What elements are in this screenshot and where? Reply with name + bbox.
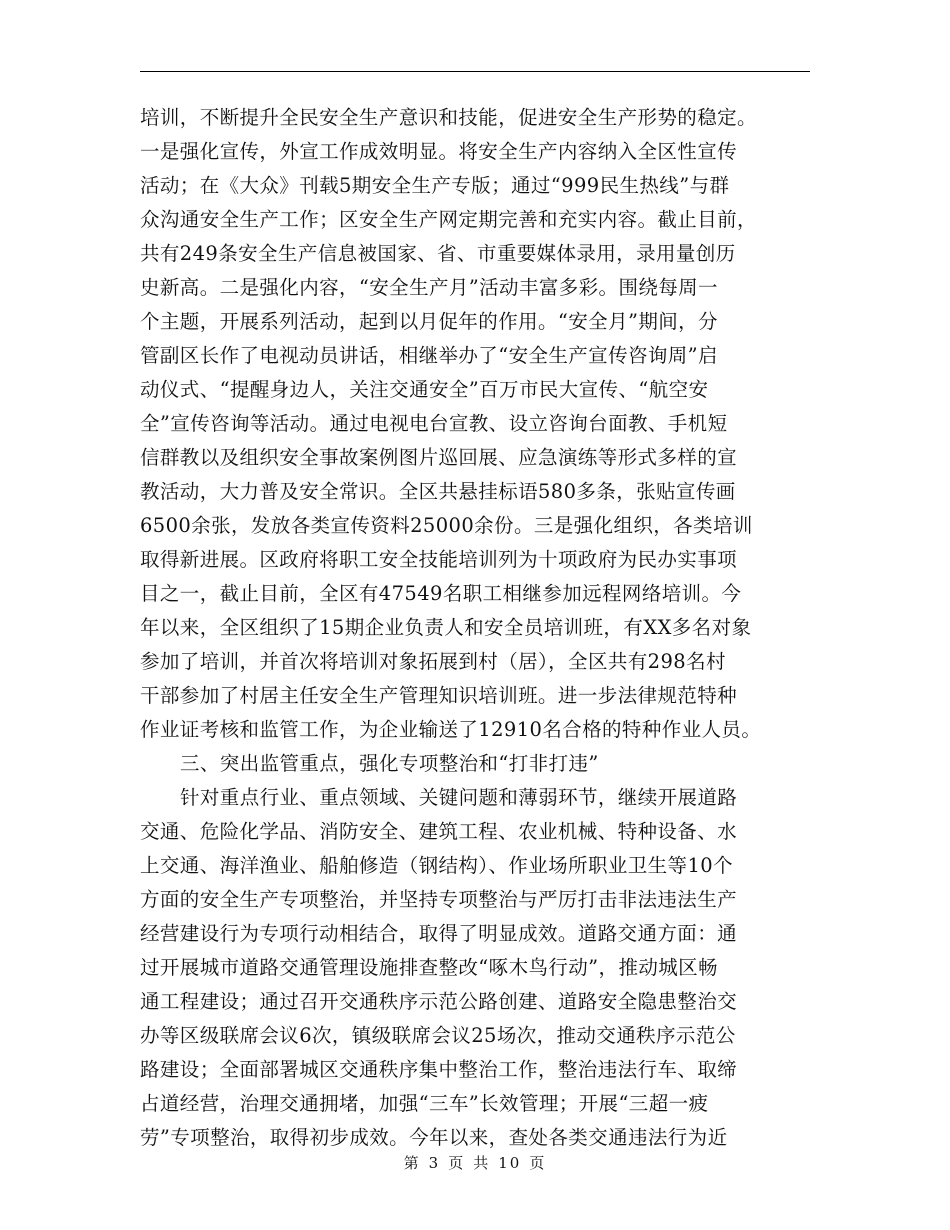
text-line: 占道经营，治理交通拥堵，加强“三车”长效管理；开展“三超一疲	[140, 1092, 709, 1115]
document-body	[140, 101, 812, 1155]
text-line: 史新高。二是强化内容，“安全生产月”活动丰富多彩。围绕每周一	[140, 276, 718, 299]
footer-label: 共	[473, 1154, 491, 1172]
section-heading: 三、突出监管重点，强化专项整治和“打非打违”	[180, 752, 599, 775]
page-footer	[0, 1152, 950, 1173]
text-line: 众沟通安全生产工作；区安全生产网定期完善和充实内容。截止目前，	[140, 208, 757, 231]
footer-label: 页	[529, 1154, 547, 1172]
text-line: 上交通、海洋渔业、船舶修造（钢结构）、作业场所职业卫生等10个	[140, 854, 733, 877]
text-line: 干部参加了村居主任安全生产管理知识培训班。进一步法律规范特种	[140, 684, 738, 707]
footer-label: 第	[403, 1154, 421, 1172]
footer-page-number: 3	[428, 1154, 441, 1172]
text-line: 方面的安全生产专项整治，并坚持专项整治与严厉打击非法违法生产	[140, 888, 738, 911]
text-line: 管副区长作了电视动员讲话，相继举办了“安全生产宣传咨询周”启	[140, 344, 718, 367]
text-line: 共有249条安全生产信息被国家、省、市重要媒体录用，录用量创历	[140, 242, 736, 265]
text-line: 年以来，全区组织了15期企业负责人和安全员培训班，有XX多名对象	[140, 616, 752, 639]
text-line: 办等区级联席会议6次，镇级联席会议25场次，推动交通秩序示范公	[140, 1024, 736, 1047]
text-line: 活动；在《大众》刊载5期安全生产专版；通过“999民生热线”与群	[140, 174, 730, 197]
text-line: 通工程建设；通过召开交通秩序示范公路创建、道路安全隐患整治交	[140, 990, 738, 1013]
text-line: 取得新进展。区政府将职工安全技能培训列为十项政府为民办实事项	[140, 548, 738, 571]
text-line: 劳”专项整治，取得初步成效。今年以来，查处各类交通违法行为近	[140, 1126, 728, 1149]
text-line: 作业证考核和监管工作，为企业输送了12910名合格的特种作业人员。	[140, 718, 762, 741]
text-line: 路建设；全面部署城区交通秩序集中整治工作，整治违法行车、取缔	[140, 1058, 738, 1081]
text-line: 全”宣传咨询等活动。通过电视电台宣教、设立咨询台面教、手机短	[140, 412, 728, 435]
text-line: 经营建设行为专项行动相结合，取得了明显成效。道路交通方面：通	[140, 922, 738, 945]
text-line: 一是强化宣传，外宣工作成效明显。将安全生产内容纳入全区性宣传	[140, 140, 738, 163]
text-line: 过开展城市道路交通管理设施排查整改“啄木鸟行动”，推动城区畅	[140, 956, 718, 979]
text-line: 目之一，截止目前，全区有47549名职工相继参加远程网络培训。今	[140, 582, 742, 605]
text-line: 教活动，大力普及安全常识。全区共悬挂标语580多条，张贴宣传画	[140, 480, 736, 503]
text-line: 参加了培训，并首次将培训对象拓展到村（居），全区共有298名村	[140, 650, 726, 673]
text-line: 培训，不断提升全民安全生产意识和技能，促进安全生产形势的稳定。	[140, 106, 757, 129]
footer-label: 页	[448, 1154, 466, 1172]
footer-total-pages: 10	[498, 1154, 522, 1172]
text-line: 针对重点行业、重点领域、关键问题和薄弱环节，继续开展道路	[180, 786, 738, 809]
text-line: 交通、危险化学品、消防安全、建筑工程、农业机械、特种设备、水	[140, 820, 738, 843]
text-line: 个主题，开展系列活动，起到以月促年的作用。“安全月”期间，分	[140, 310, 718, 333]
text-line: 信群教以及组织安全事故案例图片巡回展、应急演练等形式多样的宣	[140, 446, 738, 469]
header-rule	[140, 71, 810, 72]
text-line: 6500余张，发放各类宣传资料25000余份。三是强化组织，各类培训	[140, 514, 753, 537]
text-line: 动仪式、“提醒身边人，关注交通安全”百万市民大宣传、“航空安	[140, 378, 709, 401]
